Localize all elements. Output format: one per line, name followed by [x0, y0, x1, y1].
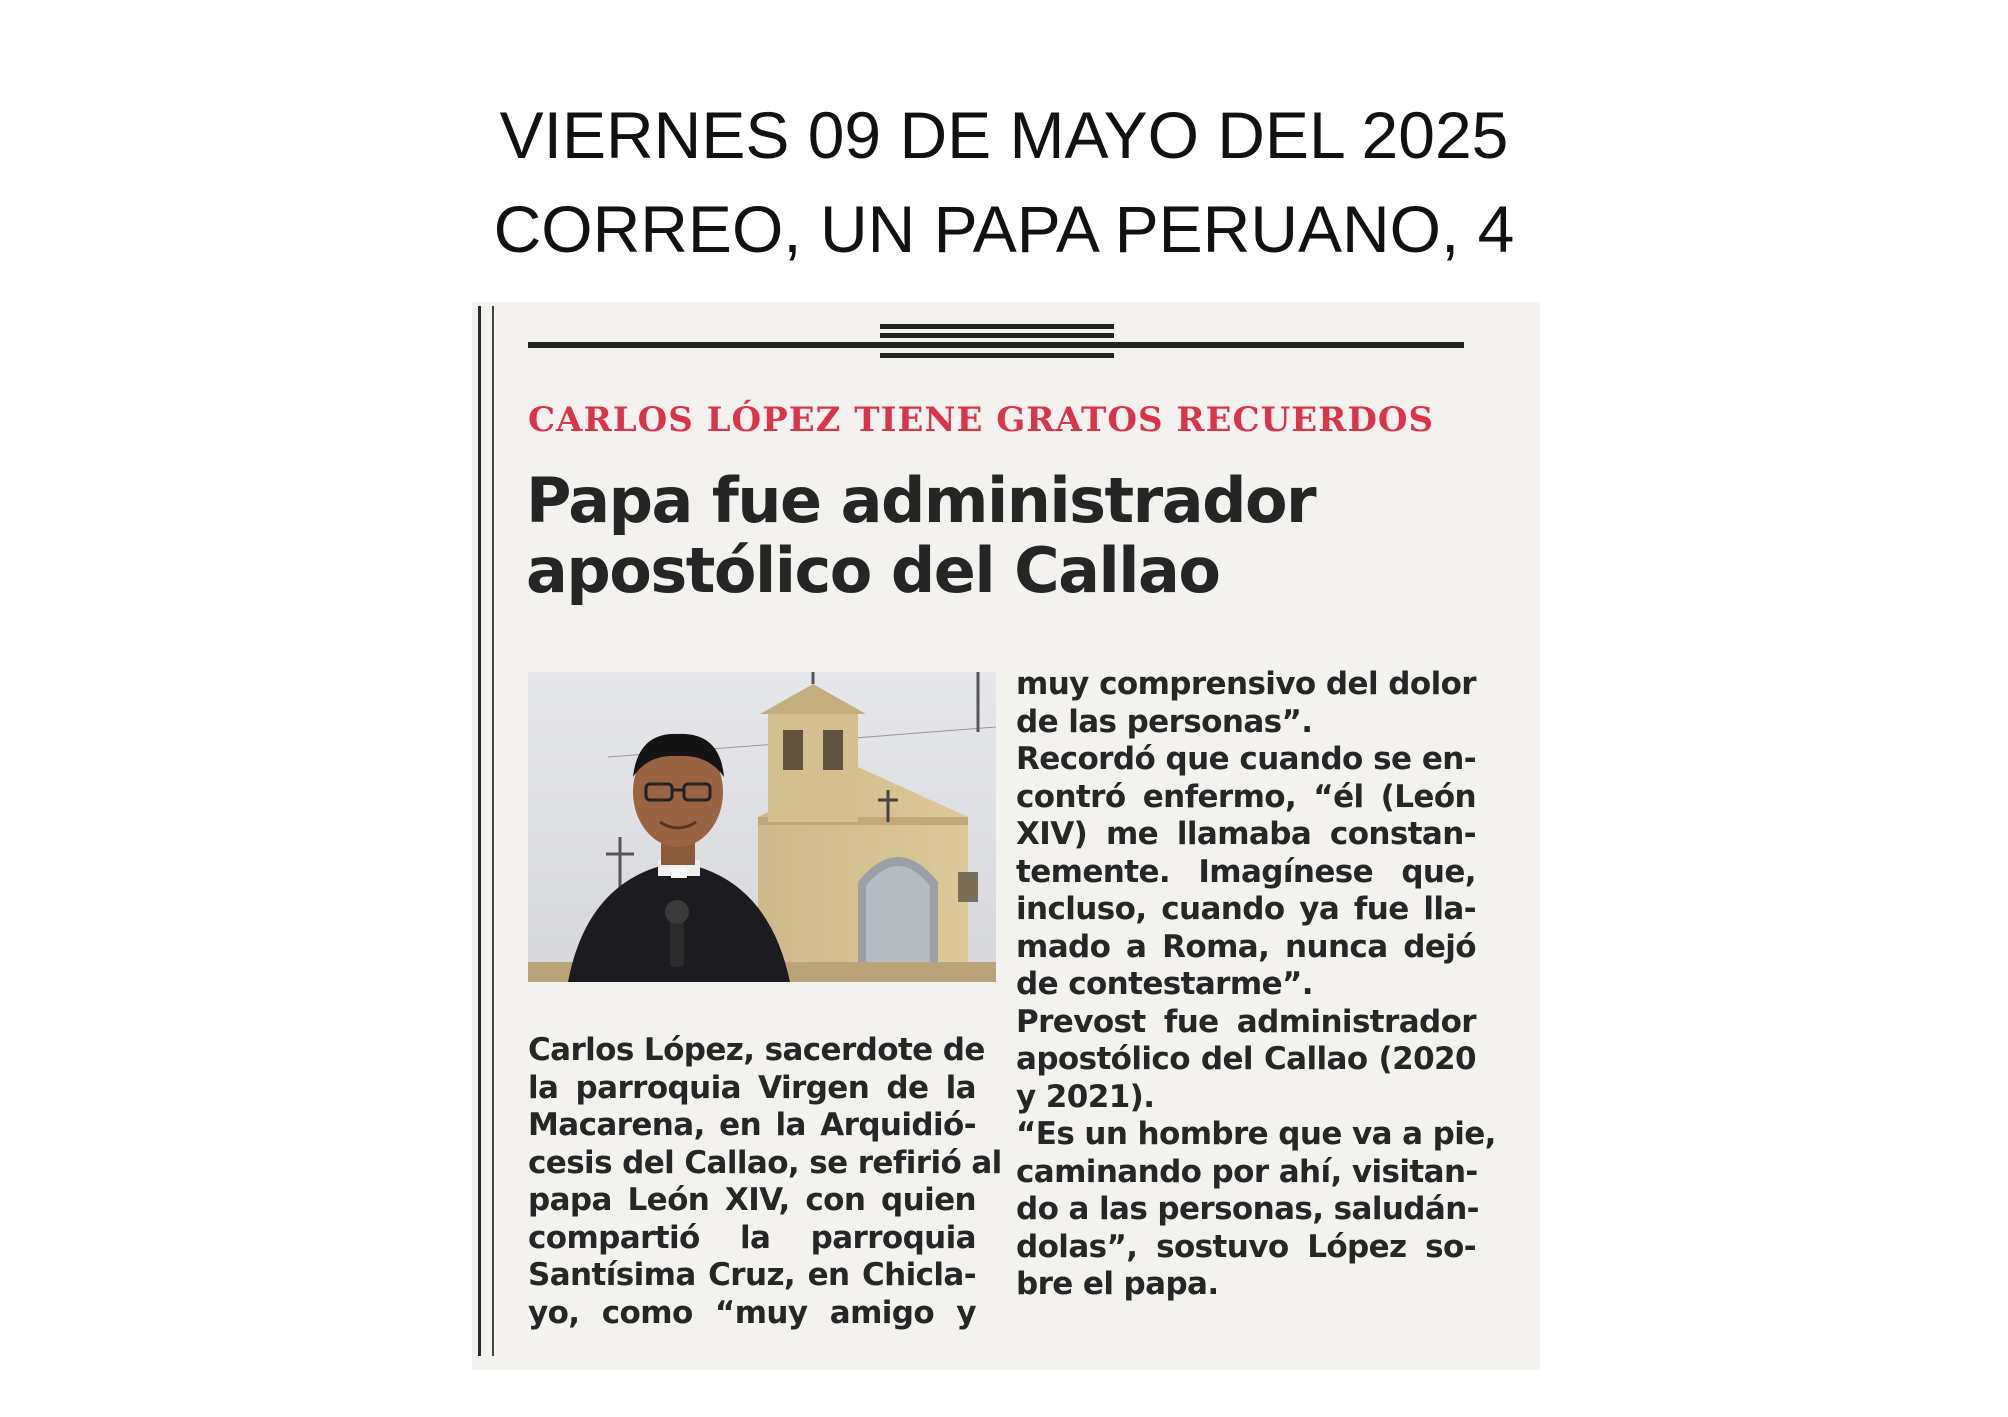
body-line: muy comprensivo del dolor: [1016, 666, 1476, 702]
divider-bar: [528, 342, 1464, 348]
body-line: mado a Roma, nunca dejó: [1016, 928, 1476, 965]
body-line: cesis del Callao, se refirió al: [528, 1144, 1002, 1181]
body-line: do a las personas, saludán-: [1016, 1191, 1479, 1227]
divider-bar: [880, 333, 1114, 338]
body-line: temente. Imagínese que,: [1016, 853, 1476, 890]
body-line: Prevost fue administrador: [1016, 1003, 1476, 1040]
body-line: incluso, cuando ya fue lla-: [1016, 891, 1476, 927]
body-line: bre el papa.: [1016, 1266, 1219, 1302]
body-line: yo, como “muy amigo y: [528, 1294, 976, 1331]
clipping-header: [0, 88, 2008, 276]
body-line: y 2021).: [1016, 1078, 1155, 1115]
body-line: compartió la parroquia: [528, 1219, 976, 1256]
column-rule: [478, 306, 481, 1356]
article-headline: [526, 466, 1486, 606]
article-kicker: CARLOS LÓPEZ TIENE GRATOS RECUERDOS: [528, 400, 1435, 440]
body-line: Recordó que cuando se en-: [1016, 741, 1476, 777]
body-line: dolas”, sostuvo López so-: [1016, 1228, 1476, 1265]
body-line: XIV) me llamaba constan-: [1016, 816, 1476, 852]
priest-in-front-of-church-photo: [528, 672, 996, 982]
divider-bar: [880, 353, 1114, 358]
body-line: de contestarme”.: [1016, 966, 1313, 1002]
body-line: Carlos López, sacerdote de: [528, 1032, 985, 1068]
body-line: caminando por ahí, visitan-: [1016, 1153, 1478, 1190]
body-line: Santísima Cruz, en Chicla-: [528, 1257, 976, 1293]
headline-line: Papa fue administrador: [526, 464, 1316, 537]
column-rule: [492, 306, 494, 1356]
source-line: CORREO, UN PAPA PERUANO, 4: [493, 192, 1515, 266]
section-divider: [528, 322, 1464, 362]
divider-bar: [880, 324, 1114, 329]
article-body-left-column: [528, 1032, 1002, 1332]
body-line: apostólico del Callao (2020: [1016, 1041, 1476, 1077]
photo-illustration: [528, 672, 996, 982]
headline-line: apostólico del Callao: [526, 534, 1220, 607]
body-line: Macarena, en la Arquidió-: [528, 1107, 976, 1143]
article-body-right-column: [1016, 666, 1496, 1304]
body-line: la parroquia Virgen de la: [528, 1069, 976, 1106]
date-line: VIERNES 09 DE MAYO DEL 2025: [499, 98, 1509, 172]
body-line: “Es un hombre que va a pie,: [1016, 1116, 1496, 1152]
body-line: papa León XIV, con quien: [528, 1182, 976, 1218]
body-line: contró enfermo, “él (León: [1016, 778, 1476, 815]
body-line: de las personas”.: [1016, 703, 1313, 740]
